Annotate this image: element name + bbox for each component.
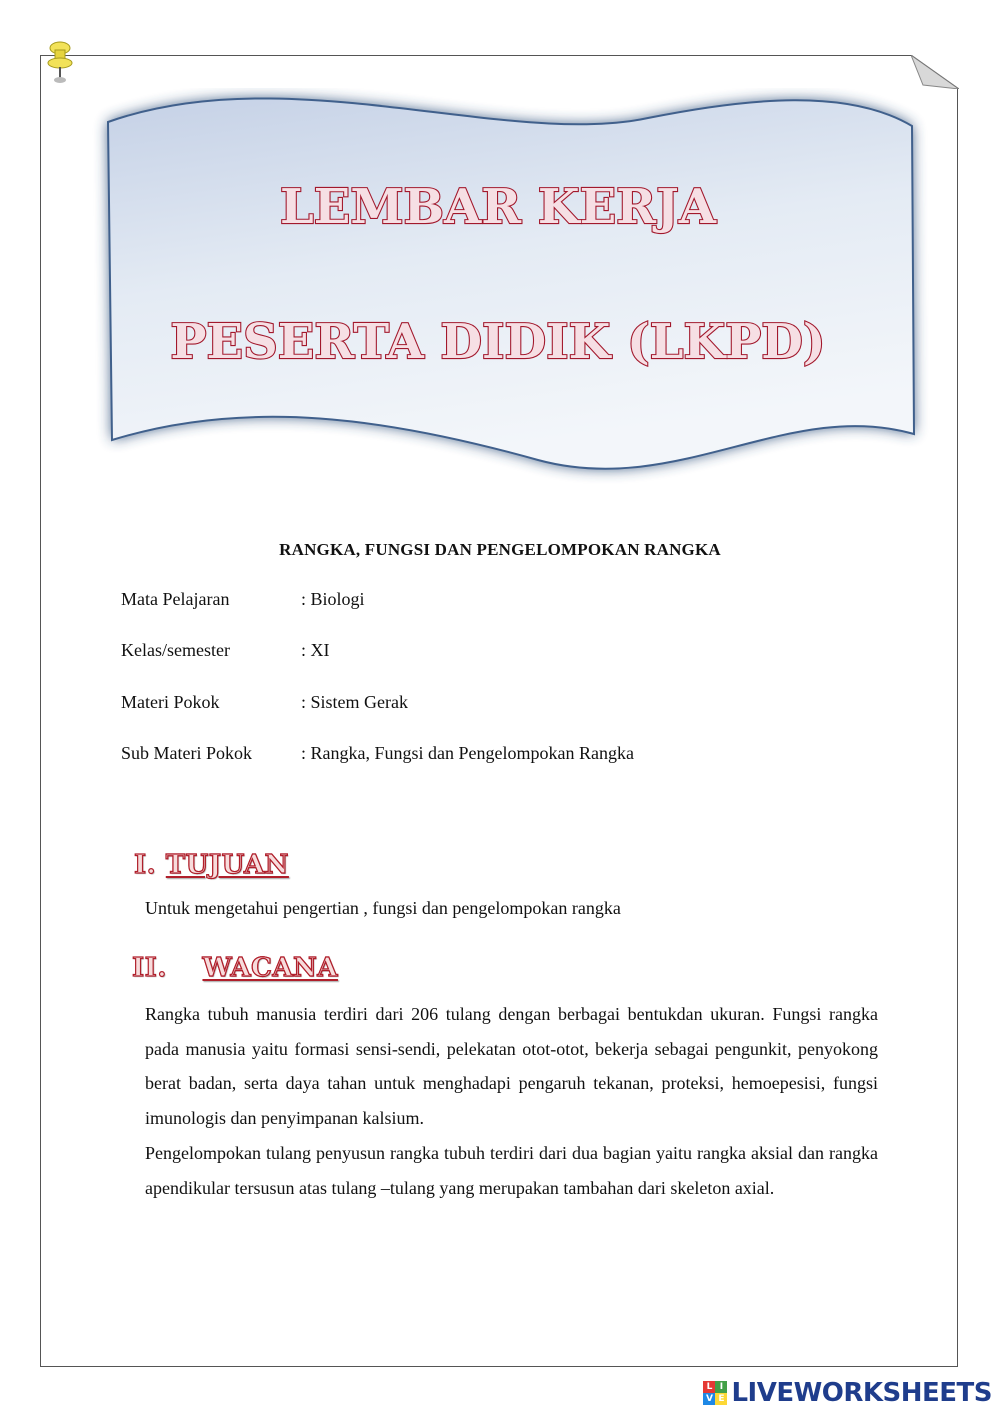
section-title: TUJUAN bbox=[165, 850, 289, 880]
page-curl-icon bbox=[911, 55, 959, 89]
section-title: WACANA bbox=[202, 953, 338, 983]
meta-label: Mata Pelajaran bbox=[121, 589, 230, 609]
meta-label: Materi Pokok bbox=[121, 692, 220, 712]
banner-line-1: LEMBAR KERJA bbox=[279, 179, 717, 235]
tujuan-text: Untuk mengetahui pengertian , fungsi dan pengelompokan rangka bbox=[145, 898, 621, 918]
section-number: I. bbox=[134, 850, 157, 880]
logo-mark-icon: L I V E bbox=[703, 1381, 727, 1405]
meta-value: : XI bbox=[301, 640, 330, 660]
wacana-paragraph-1: Rangka tubuh manusia terdiri dari 206 tulang dengan berbagai bentukdan ukuran. Fungsi rangka pada manusia yaitu formasi sensi-sendi, pelekatan otot-otot, bekerja sebagai pengunkit, penyokong berat badan, serta daya tahan untuk menghadapi pengaruh tekanan, proteksi, hemoepesisi, fungsi imunologis dan penyimpanan kalsium. bbox=[145, 1004, 878, 1128]
document-title: RANGKA, FUNGSI DAN PENGELOMPOKAN RANGKA bbox=[279, 540, 721, 559]
liveworksheets-logo bbox=[703, 1376, 992, 1410]
meta-label: Sub Materi Pokok bbox=[121, 743, 253, 763]
meta-value: : Biologi bbox=[301, 589, 365, 609]
meta-value: : Rangka, Fungsi dan Pengelompokan Rangka bbox=[301, 743, 634, 763]
meta-label: Kelas/semester bbox=[121, 640, 230, 660]
logo-text: LIVEWORKSHEETS bbox=[731, 1378, 992, 1408]
section-heading-tujuan bbox=[134, 850, 289, 880]
meta-value: : Sistem Gerak bbox=[301, 692, 408, 712]
banner-line-2: PESERTA DIDIK (LKPD) bbox=[170, 314, 826, 370]
wacana-paragraph-2: Pengelompokan tulang penyusun rangka tubuh terdiri dari dua bagian yaitu rangka aksial dan rangka apendikular tersusun atas tulang –tulang yang merupakan tambahan dari skeleton axial. bbox=[145, 1143, 878, 1198]
section-heading-wacana bbox=[132, 953, 338, 983]
section-number: II. bbox=[132, 953, 167, 983]
pushpin-icon bbox=[44, 40, 76, 86]
title-banner bbox=[88, 88, 934, 488]
